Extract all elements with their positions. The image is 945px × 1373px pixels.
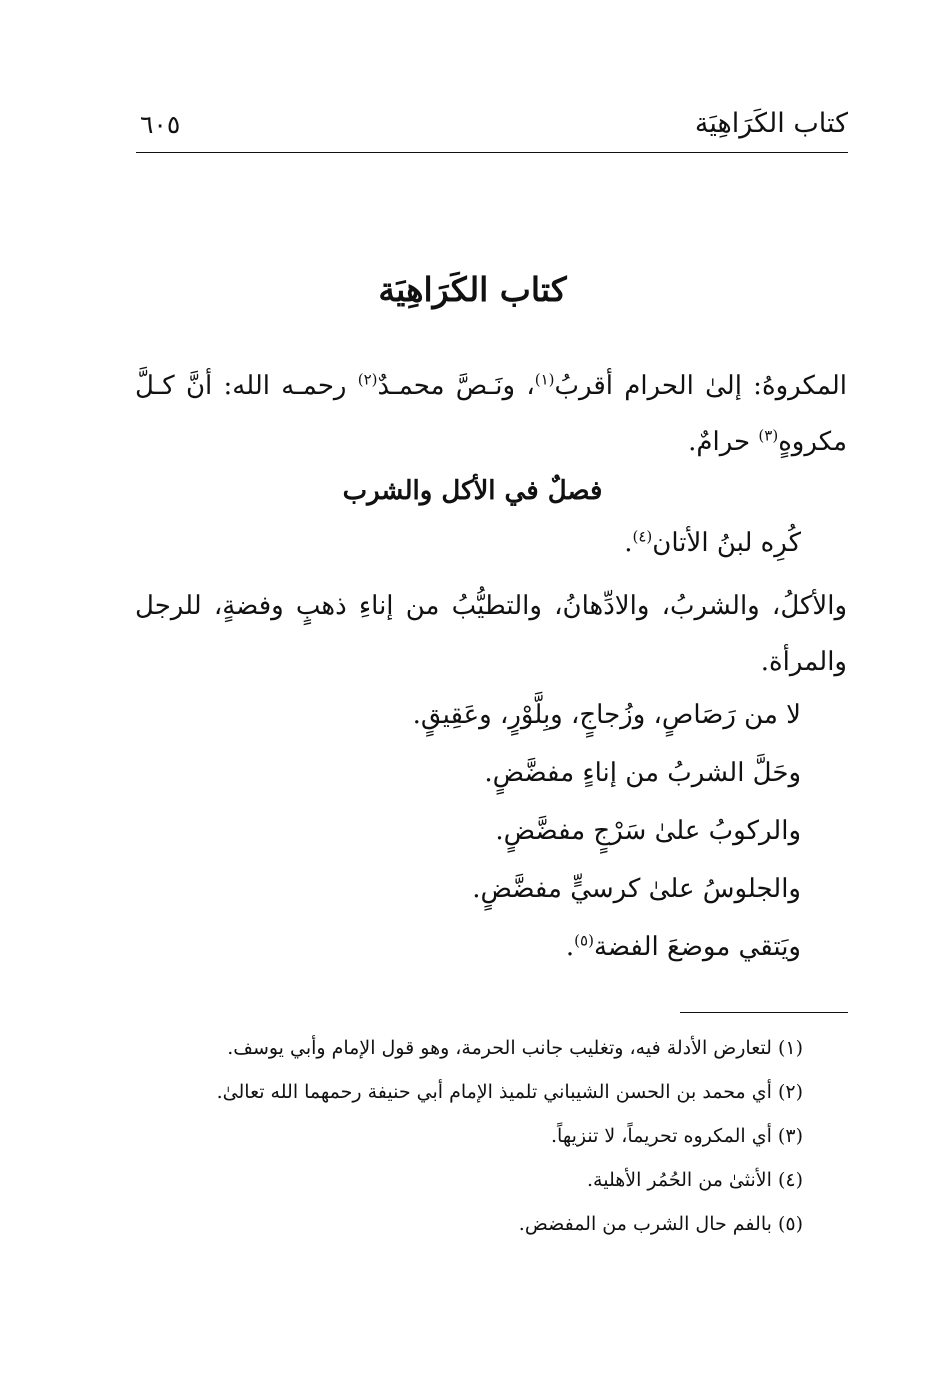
rule-line-1-end: . (624, 528, 633, 558)
book-title: كتاب الكَرَاهِيَة (378, 270, 567, 309)
rule-line-5: والركوبُ علىٰ سَرْجٍ مفضَّضٍ. (495, 816, 801, 846)
rule-line-6: والجلوسُ علىٰ كرسيٍّ مفضَّضٍ. (472, 874, 801, 904)
footnote-ref-3[interactable]: (٣) (758, 426, 779, 445)
rule-paragraph-2: والأكلُ، والشربُ، والادِّهانُ، والتطيُّبُ من إناءِ ذهبٍ وفضةٍ، للرجل والمرأة. (135, 591, 847, 677)
footnote-3: (٣) أي المكروه تحريماً، لا تنزيهاً. (550, 1125, 803, 1147)
rule-line-3: لا من رَصَاصٍ، وزُجاجٍ، وبِلَّوْرٍ، وعَقِيقٍ. (412, 700, 801, 730)
footnote-2: (٢) أي محمد بن الحسن الشيباني تلميذ الإمام أبي حنيفة رحمهما الله تعالىٰ. (216, 1081, 803, 1103)
footnote-1: (١) لتعارض الأدلة فيه، وتغليب جانب الحرمة، وهو قول الإمام وأبي يوسف. (227, 1037, 803, 1059)
intro-text-b: ، ونَـصَّ محمـدٌ (377, 371, 535, 401)
running-header (136, 100, 848, 153)
section-heading: فصلٌ في الأكل والشرب (342, 476, 603, 506)
footnote-5: (٥) بالفم حال الشرب من المفضض. (518, 1213, 803, 1235)
rule-line-7-text: ويَتقي موضعَ الفضة (593, 932, 801, 962)
footnote-4: (٤) الأنثىٰ من الحُمُر الأهلية. (586, 1169, 803, 1191)
footnote-separator (680, 1012, 848, 1013)
rule-line-1-text: كُرِه لبنُ الأتان (652, 528, 801, 558)
footnotes-list (123, 1026, 803, 1246)
intro-paragraph (135, 358, 847, 470)
footnote-ref-4[interactable]: (٤) (632, 527, 653, 546)
intro-text-c: رحمـه الله: أنَّ كـلَّ مكروهٍ (135, 371, 847, 457)
footnote-ref-2[interactable]: (٢) (357, 370, 378, 389)
intro-text-a: المكروهُ: إلىٰ الحرام أقربُ (554, 371, 847, 401)
running-header-title: كتاب الكَرَاهِيَة (694, 108, 848, 139)
intro-text-d: حرامٌ. (688, 427, 759, 457)
rule-line-1 (624, 528, 801, 558)
rule-line-7 (566, 932, 801, 962)
page-number: ٦٠٥ (140, 110, 181, 139)
footnote-ref-5[interactable]: (٥) (574, 931, 594, 950)
footnote-ref-1[interactable]: (١) (534, 370, 555, 389)
rule-line-7-end: . (565, 932, 575, 962)
rule-line-4: وحَلَّ الشربُ من إناءٍ مفضَّضٍ. (484, 758, 801, 788)
